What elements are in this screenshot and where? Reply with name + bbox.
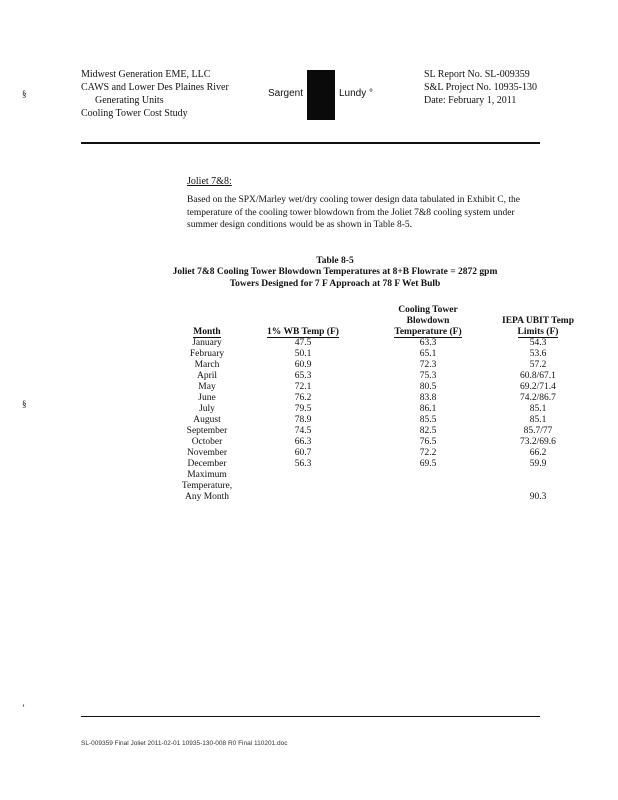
col-blowdown-header: Cooling Tower Blowdown Temperature (F) <box>394 305 462 337</box>
header-right-block <box>424 68 537 107</box>
cell-blowdown-temp: 83.8 <box>419 393 437 403</box>
cell-month: May <box>198 382 216 392</box>
table-row <box>181 360 593 371</box>
cell-iepa-limit: 53.6 <box>529 349 547 359</box>
margin-mark: ’ <box>22 703 25 713</box>
logo-block <box>307 70 335 120</box>
table-row <box>181 382 593 393</box>
section-title: Joliet 7&8: <box>187 176 232 187</box>
cell-month: March <box>194 360 220 370</box>
cell-month: July <box>199 404 215 414</box>
header-river: CAWS and Lower Des Plaines River <box>81 82 229 93</box>
cell-wb-temp: 60.9 <box>294 360 312 370</box>
cell-wb-temp: 65.3 <box>294 371 312 381</box>
max-label: Any Month <box>184 492 230 502</box>
cell-iepa-limit: 85.1 <box>529 415 547 425</box>
cell-blowdown-temp: 85.5 <box>419 415 437 425</box>
cell-iepa-limit: 74.2/86.7 <box>520 393 556 403</box>
max-label: Temperature, <box>181 481 233 491</box>
header-project-no: S&L Project No. 10935-130 <box>424 82 537 93</box>
cell-wb-temp: 72.1 <box>294 382 312 392</box>
table-row <box>181 437 593 448</box>
cell-iepa-limit: 73.2/69.6 <box>520 437 556 447</box>
cell-iepa-limit: 66.2 <box>529 448 547 458</box>
table-row <box>181 426 593 437</box>
header-study: Cooling Tower Cost Study <box>81 108 188 119</box>
cell-iepa-limit: 59.9 <box>529 459 547 469</box>
table-row <box>181 415 593 426</box>
cell-wb-temp: 56.3 <box>294 459 312 469</box>
cell-wb-temp: 78.9 <box>294 415 312 425</box>
logo-left-text: Sargent <box>268 88 304 99</box>
cell-blowdown-temp: 80.5 <box>419 382 437 392</box>
logo-right-text: Lundy ° <box>339 88 374 99</box>
header-date: Date: February 1, 2011 <box>424 95 517 106</box>
cell-month: January <box>192 338 222 348</box>
cell-month: November <box>186 448 228 458</box>
header-company: Midwest Generation EME, LLC <box>81 69 211 80</box>
table-row <box>181 371 593 382</box>
cell-blowdown-temp: 65.1 <box>419 349 437 359</box>
cell-month: June <box>198 393 216 403</box>
cell-month: December <box>187 459 227 469</box>
cell-wb-temp: 76.2 <box>294 393 312 403</box>
table-title: Table 8-5 <box>316 256 354 266</box>
cell-wb-temp: 74.5 <box>294 426 312 436</box>
table-subtitle: Joliet 7&8 Cooling Tower Blowdown Temperatures at 8+B Flowrate = 2872 gpm <box>172 267 498 277</box>
col-month-header: Month <box>193 327 221 337</box>
cell-wb-temp: 47.5 <box>294 338 312 348</box>
cell-iepa-limit: 57.2 <box>529 360 547 370</box>
cell-iepa-limit: 60.8/67.1 <box>520 371 556 381</box>
cell-iepa-limit: 85.1 <box>529 404 547 414</box>
cell-blowdown-temp: 72.3 <box>419 360 437 370</box>
cell-month: April <box>196 371 218 381</box>
table-subtitle: Towers Designed for 7 F Approach at 78 F Wet Bulb <box>229 279 441 289</box>
max-value: 90.3 <box>529 492 547 502</box>
margin-mark: § <box>22 89 27 99</box>
cell-iepa-limit: 54.3 <box>529 338 547 348</box>
max-label: Maximum <box>187 470 227 480</box>
col-iepa-header: IEPA UBIT Temp Limits (F) <box>502 316 574 337</box>
cell-month: February <box>189 349 225 359</box>
cell-blowdown-temp: 63.3 <box>419 338 437 348</box>
table-row <box>181 393 593 404</box>
cell-iepa-limit: 85.7/77 <box>523 426 553 436</box>
cell-month: August <box>193 415 221 425</box>
cell-blowdown-temp: 86.1 <box>419 404 437 414</box>
cell-iepa-limit: 69.2/71.4 <box>520 382 556 392</box>
cell-blowdown-temp: 72.2 <box>419 448 437 458</box>
body-paragraph: Based on the SPX/Marley wet/dry cooling tower design data tabulated in Exhibit C, the temperature of the cooling tower blowdown from the Joliet 7&8 cooling system under summer design conditions would be as shown in Table 8-5. <box>187 195 520 230</box>
cell-blowdown-temp: 76.5 <box>419 437 437 447</box>
cell-wb-temp: 60.7 <box>294 448 312 458</box>
company-logo <box>268 70 390 120</box>
header-left-block <box>81 68 229 120</box>
footer-divider <box>81 716 540 717</box>
cell-month: September <box>186 426 228 436</box>
cell-wb-temp: 66.3 <box>294 437 312 447</box>
cell-wb-temp: 50.1 <box>294 349 312 359</box>
header-report-no: SL Report No. SL-009359 <box>424 69 530 80</box>
cell-wb-temp: 79.5 <box>294 404 312 414</box>
cell-month: October <box>191 437 223 447</box>
col-wb-header: 1% WB Temp (F) <box>267 327 339 337</box>
cell-blowdown-temp: 69.5 <box>419 459 437 469</box>
table-row <box>181 349 593 360</box>
footer-file-path: SL-009359 Final Joliet 2011-02-01 10935-130-008 R0 Final 110201.doc <box>81 740 288 747</box>
header-units: Generating Units <box>95 95 164 106</box>
margin-mark: § <box>22 399 27 409</box>
table-row-maximum <box>181 470 593 503</box>
blowdown-temperature-table <box>181 305 593 503</box>
table-row <box>181 338 593 349</box>
header-divider <box>81 142 540 144</box>
table-row <box>181 459 593 470</box>
table-header-row <box>181 305 593 338</box>
table-row <box>181 404 593 415</box>
cell-blowdown-temp: 75.3 <box>419 371 437 381</box>
table-row <box>181 448 593 459</box>
cell-blowdown-temp: 82.5 <box>419 426 437 436</box>
